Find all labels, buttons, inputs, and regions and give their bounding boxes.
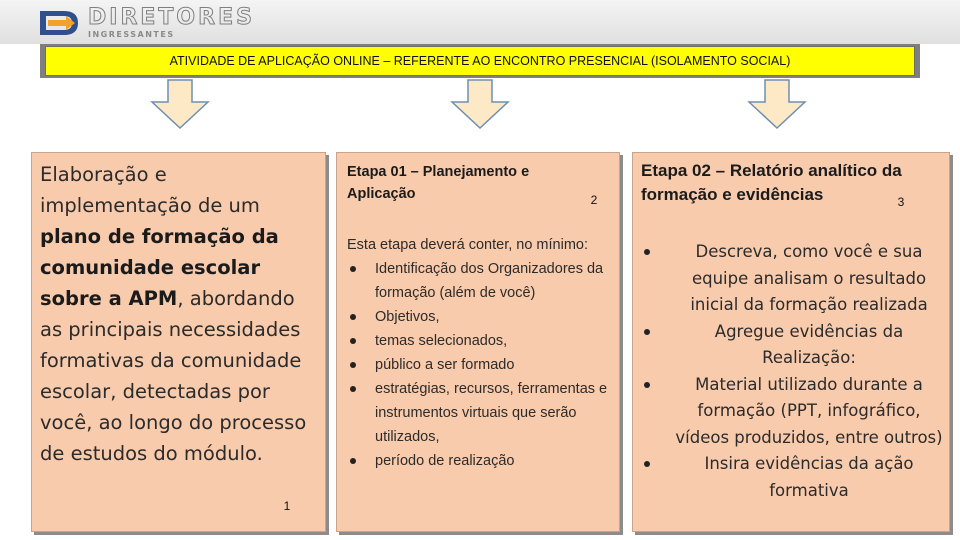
stage-01-intro: Esta etapa deverá conter, no mínimo: xyxy=(347,237,588,253)
header-band xyxy=(0,0,960,44)
stage-01-body xyxy=(347,233,612,473)
stage-02-box xyxy=(632,152,950,532)
stage-02-title: Etapa 02 – Relatório analítico da formação e evidências xyxy=(641,161,902,204)
down-arrow-icon xyxy=(747,78,807,130)
list-item: temas selecionados, xyxy=(347,329,612,353)
arrow-logo-icon xyxy=(40,9,84,37)
bullet-icon xyxy=(350,362,356,368)
stage-01-box xyxy=(336,152,620,532)
box-number-badge: 2 xyxy=(590,193,598,207)
bullet-icon xyxy=(644,461,650,467)
box-number-badge: 1 xyxy=(283,499,291,513)
logo-word-diretores: DIRETORES xyxy=(88,5,255,30)
bullet-icon xyxy=(350,458,356,464)
description-highlight: plano de formação da comunidade escolar sobre a APM xyxy=(40,225,279,310)
activity-title: ATIVIDADE DE APLICAÇÃO ONLINE – REFERENTE AO ENCONTRO PRESENCIAL (ISOLAMENTO SOCIAL) xyxy=(46,47,914,75)
activity-description xyxy=(40,159,322,469)
activity-description-box xyxy=(31,152,326,532)
down-arrow-icon xyxy=(450,78,510,130)
list-item: período de realização xyxy=(347,449,612,473)
diretores-ingressantes-logo xyxy=(40,6,255,40)
list-item: Material utilizado durante a formação (PPT, infográfico, vídeos produzidos, entre outros) xyxy=(641,372,947,452)
list-item: estratégias, recursos, ferramentas e instrumentos virtuais que serão utilizados, xyxy=(347,377,612,449)
stage-02-body xyxy=(641,239,947,504)
description-text: Elaboração e implementação de um xyxy=(40,163,260,217)
list-item: Objetivos, xyxy=(347,305,612,329)
list-item: Agregue evidências da Realização: xyxy=(641,319,947,372)
stage-01-list xyxy=(347,257,612,473)
bullet-icon xyxy=(644,249,650,255)
list-item: Identificação dos Organizadores da formação (além de você) xyxy=(347,257,612,305)
description-text: , abordando as principais necessidades formativas da comunidade escolar, detectadas por você, ao longo do processo de estudos do módulo. xyxy=(40,287,307,465)
bullet-icon xyxy=(644,329,650,335)
bullet-icon xyxy=(644,382,650,388)
list-item: Insira evidências da ação formativa xyxy=(641,451,947,504)
stage-02-list xyxy=(641,239,947,504)
bullet-icon xyxy=(350,266,356,272)
list-item: Descreva, como você e sua equipe analisam o resultado inicial da formação realizada xyxy=(641,239,947,319)
bullet-icon xyxy=(350,386,356,392)
logo-word-ingressantes: INGRESSANTES xyxy=(88,30,175,39)
bullet-icon xyxy=(350,314,356,320)
bullet-icon xyxy=(350,338,356,344)
down-arrow-icon xyxy=(150,78,210,130)
box-number-badge: 3 xyxy=(897,195,905,209)
list-item: público a ser formado xyxy=(347,353,612,377)
stage-01-title: Etapa 01 – Planejamento e Aplicação xyxy=(347,164,530,202)
